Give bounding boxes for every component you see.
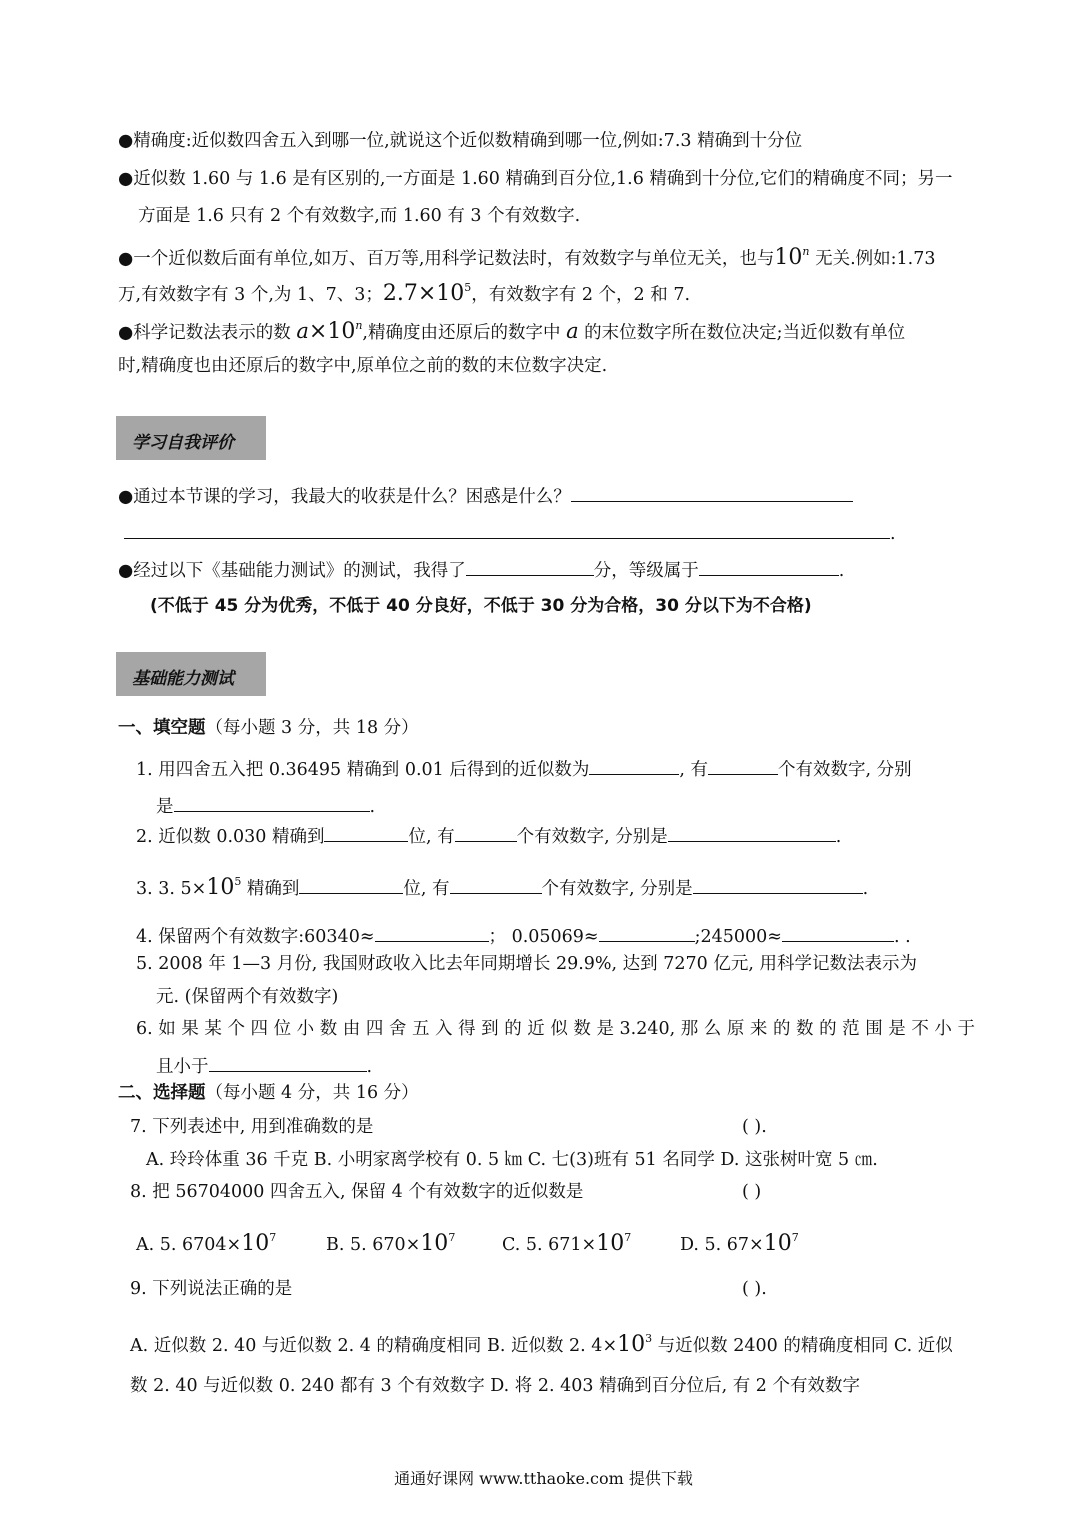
q2-text-b: 位, 有 [408,827,455,847]
q4-text-c: ;245000≈ [694,927,782,947]
question-8: 8. 把 56704000 四舍五入, 保留 4 个有效数字的近似数是 [130,1182,584,1202]
answer-blank[interactable] [708,758,778,775]
q3-text-d: 个有效数字, 分别是 [541,879,693,899]
self-eval-q1-line2 [124,522,896,544]
answer-blank[interactable] [124,522,890,539]
answer-blank[interactable] [375,925,489,942]
question-1-line1 [136,758,912,780]
answer-blank[interactable] [599,925,695,942]
q1-text-a: 1. 用四舍五入把 0.36495 精确到 0.01 后得到的近似数为 [136,760,590,780]
math-times: × [308,319,328,344]
q3-end: . [862,879,869,899]
note-units-text-c: 万,有效数字有 3 个,为 1、7、3； [118,285,383,305]
grading-note: (不低于 45 分为优秀，不低于 40 分良好，不低于 30 分为合格，30 分以下为不合格) [150,596,812,616]
self-eval-q2-text-a: ●经过以下《基础能力测试》的测试，我得了 [118,561,466,581]
self-eval-title: 学习自我评价 [132,433,234,453]
answer-blank[interactable] [209,1055,367,1072]
q6-text-b: 且小于 [156,1057,209,1077]
note-160-line2: 方面是 1.6 只有 2 个有效数字,而 1.60 有 3 个有效数字. [138,206,581,226]
math-ten: 10 [617,1332,646,1357]
note-scinot-text-a: ●科学记数法表示的数 [118,323,291,343]
q3-text-c: 位, 有 [403,879,450,899]
question-7-answer-paren[interactable]: ( ). [742,1117,767,1137]
q4-end: . . [893,927,911,947]
question-8-answer-paren[interactable]: ( ) [742,1182,762,1202]
math-ten: 10 [774,245,803,270]
answer-blank[interactable] [450,877,542,894]
question-8-option-a [136,1232,276,1255]
note-units-text-b: 无关.例如:1.73 [815,249,936,269]
question-7-options: A. 玲玲体重 36 千克 B. 小明家离学校有 0. 5 ㎞ C. 七(3)班有 51 名同学 D. 这张树叶宽 5 ㎝. [146,1150,878,1170]
question-7: 7. 下列表述中, 用到准确数的是 [130,1117,374,1137]
math-exp-7: 7 [448,1231,456,1244]
math-27: 2.7 [382,281,418,306]
math-ten: 10 [420,1231,449,1256]
q3-text-b: 精确到 [246,879,300,899]
question-8-option-c [502,1232,631,1255]
section1-note: （每小题 3 分，共 18 分） [205,718,419,738]
question-9-options-line1 [130,1333,953,1356]
q4-text-b: ； 0.05069≈ [488,927,599,947]
q4-text-a: 4. 保留两个有效数字:60340≈ [136,927,375,947]
section2-head: 二、选择题 [118,1083,206,1103]
answer-blank[interactable] [668,825,836,842]
question-8-option-b [326,1232,455,1255]
self-eval-q1-text: ●通过本节课的学习，我最大的收获是什么？困惑是什么？ [118,487,571,507]
answer-blank[interactable] [693,877,863,894]
note-units-line1 [118,246,936,269]
question-9: 9. 下列说法正确的是 [130,1279,293,1299]
note-scinot-text-b: ,精确度由还原后的数字中 [362,323,561,343]
math-times: × [417,281,437,306]
q2-end: . [835,827,842,847]
q2-text-a: 2. 近似数 0.030 精确到 [136,827,325,847]
math-ten: 10 [241,1231,270,1256]
self-eval-q1-end: . [890,524,896,544]
question-9-answer-paren[interactable]: ( ). [742,1279,767,1299]
math-exp-n: n [802,245,810,258]
question-5-line2: 元. (保留两个有效数字) [156,987,339,1007]
note-scinot-line1 [118,320,905,343]
answer-blank[interactable] [174,795,370,812]
section2-heading [118,1085,419,1103]
math-exp-7: 7 [791,1231,799,1244]
q1-text-b: , 有 [679,760,708,780]
answer-blank[interactable] [782,925,894,942]
q9-a-text: A. 近似数 2. 40 与近似数 2. 4 的精确度相同 B. 近似数 2. 4× [130,1336,618,1356]
q6-end: . [366,1057,373,1077]
section1-heading [118,720,419,738]
q1-text-c: 个有效数字, 分别 [777,760,912,780]
self-eval-q1 [118,485,853,507]
answer-blank[interactable] [589,758,679,775]
math-a: a [296,319,309,343]
note-precision: ●精确度:近似数四舍五入到哪一位,就说这个近似数精确到哪一位,例如:7.3 精确到十分位 [118,131,803,151]
test-title: 基础能力测试 [132,669,234,689]
math-ten: 10 [206,875,235,900]
grade-blank[interactable] [699,559,839,576]
q8-b-text: B. 5. 670× [326,1235,421,1255]
q8-d-text: D. 5. 67× [680,1235,764,1255]
test-banner [116,652,266,696]
question-3 [136,876,868,899]
note-units-text-a: ●一个近似数后面有单位,如万、百万等,用科学记数法时，有效数字与单位无关，也与 [118,249,775,269]
section2-note: （每小题 4 分，共 16 分） [205,1083,419,1103]
q1-text-d: 是 [156,797,174,817]
math-exp-3: 3 [645,1332,653,1345]
section1-head: 一、填空题 [118,718,206,738]
math-exp-5: 5 [464,281,472,294]
math-exp-7: 7 [624,1231,632,1244]
question-9-options-line2: 数 2. 40 与近似数 0. 240 都有 3 个有效数字 D. 将 2. 403 精确到百分位后, 有 2 个有效数字 [130,1376,860,1396]
question-1-line2 [156,795,375,817]
note-scinot-text-c: 的末位数字所在数位决定;当近似数有单位 [584,323,906,343]
q2-text-c: 个有效数字, 分别是 [516,827,668,847]
note-160-line1: ●近似数 1.60 与 1.6 是有区别的,一方面是 1.60 精确到百分位,1.6 精确到十分位,它们的精确度不同；另一 [118,169,953,189]
math-exp-n: n [355,319,363,332]
math-ten: 10 [763,1231,792,1256]
question-6-line2 [156,1055,372,1077]
note-scinot-line2: 时,精确度也由还原后的数字中,原单位之前的数的末位数字决定. [118,356,608,376]
math-exp-7: 7 [269,1231,277,1244]
answer-blank[interactable] [571,485,853,502]
answer-blank[interactable] [455,825,517,842]
q8-c-text: C. 5. 671× [502,1235,597,1255]
self-eval-q2-text-b: 分，等级属于 [593,561,699,581]
question-4 [136,925,911,947]
question-6-line1: 6. 如 果 某 个 四 位 小 数 由 四 舍 五 入 得 到 的 近 似 数 是 3.240, 那 么 原 来 的 数 的 范 围 是 不 小 于 [136,1019,975,1039]
math-exp-5: 5 [234,875,242,888]
answer-blank[interactable] [324,825,408,842]
self-eval-q2-end: . [838,561,845,581]
footer-source: 通通好课网 www.tthaoke.com 提供下载 [394,1469,693,1488]
question-8-option-d [680,1232,799,1255]
note-units-text-d: ，有效数字有 2 个，2 和 7. [471,285,691,305]
q8-a-text: A. 5. 6704× [136,1235,242,1255]
math-ten: 10 [327,319,356,344]
self-eval-q2 [118,559,844,581]
math-a: a [566,319,579,343]
question-2 [136,825,841,847]
math-ten: 10 [436,281,465,306]
score-blank[interactable] [466,559,594,576]
math-ten: 10 [596,1231,625,1256]
answer-blank[interactable] [299,877,403,894]
q9-b-text: 与近似数 2400 的精确度相同 C. 近似 [652,1336,953,1356]
self-eval-banner [116,416,266,460]
q1-end: . [369,797,376,817]
note-units-line2 [118,282,690,305]
question-5-line1: 5. 2008 年 1—3 月份, 我国财政收入比去年同期增长 29.9%, 达到 7270 亿元, 用科学记数法表示为 [136,954,917,974]
q3-text-a: 3. 3. 5× [136,879,207,899]
